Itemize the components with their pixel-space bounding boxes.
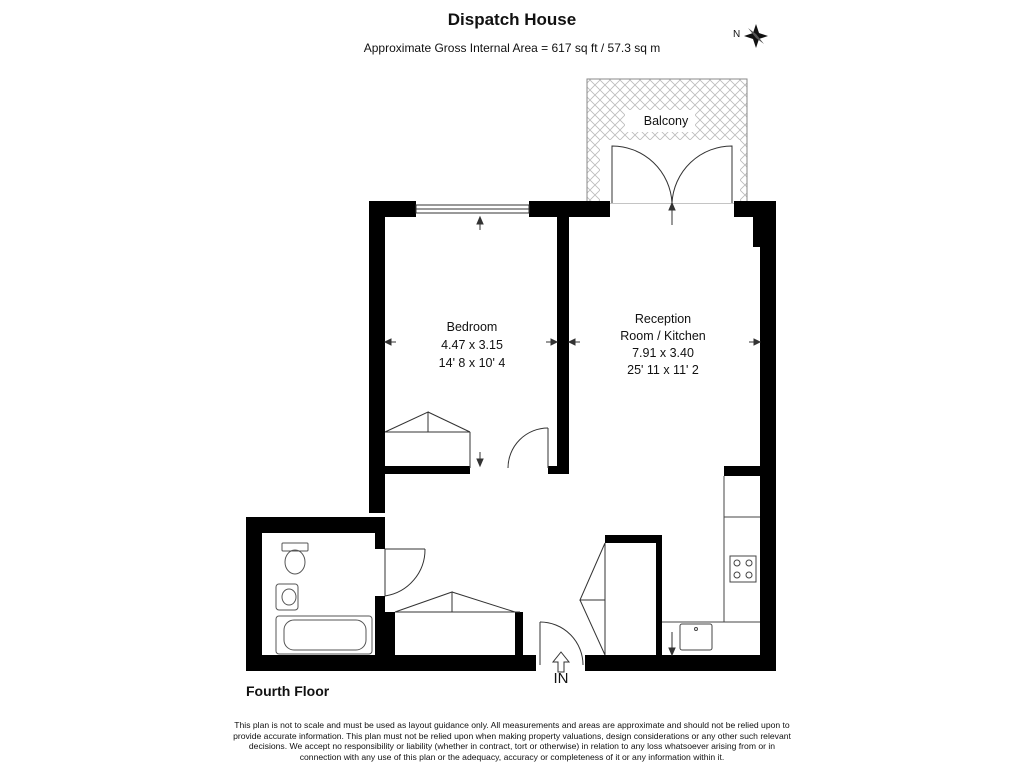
kitchen-units xyxy=(662,476,760,650)
disclaimer-line-1: This plan is not to scale and must be used as layout guidance only. All measurements and areas are approximate and should not be relied upon to xyxy=(234,720,790,730)
bathtub-icon xyxy=(276,616,372,654)
balcony-label: Balcony xyxy=(643,114,689,128)
entrance-label: IN xyxy=(553,670,569,687)
reception-metric: 7.91 x 3.40 xyxy=(632,346,694,360)
compass-north-label: N xyxy=(733,29,741,40)
disclaimer-line-3: decisions. We accept no responsibility or liability (whether in contract, tort or otherwise) in relation to any loss whatsoever arising from or in xyxy=(248,741,776,752)
hob-icon xyxy=(730,556,756,582)
balcony xyxy=(587,79,747,203)
bedroom-metric: 4.47 x 3.15 xyxy=(441,338,503,352)
gross-internal-area: Approximate Gross Internal Area = 617 sq ft / 57.3 sq m xyxy=(363,41,661,55)
utility-cupboard xyxy=(580,543,605,655)
bedroom-name: Bedroom xyxy=(446,320,498,334)
disclaimer xyxy=(200,720,824,762)
bedroom-room-label xyxy=(439,320,506,370)
walls xyxy=(246,201,776,671)
dimension-arrows xyxy=(385,203,760,655)
hall-cupboard xyxy=(395,592,520,612)
entrance-door xyxy=(540,622,583,665)
disclaimer-line-2: provide accurate information. This plan must not be relied upon when making property valuations, design considerations or any other such relevant xyxy=(233,730,791,741)
compass-rose-icon xyxy=(733,24,768,48)
reception-imperial: 25' 11 x 11' 2 xyxy=(627,363,699,377)
plan-title: Dispatch House xyxy=(447,10,577,29)
bedroom-window xyxy=(416,205,529,213)
basin-icon xyxy=(276,584,298,610)
reception-name-line1: Reception xyxy=(634,312,692,326)
bathroom-fixtures xyxy=(276,543,372,654)
balcony-door-clearance xyxy=(600,140,740,203)
entrance-arrow-icon xyxy=(553,652,569,672)
bedroom-door xyxy=(508,428,548,468)
bathroom-door xyxy=(385,549,425,596)
bedroom-imperial: 14' 8 x 10' 4 xyxy=(438,356,506,370)
floor-label: Fourth Floor xyxy=(246,683,330,699)
bedroom-wardrobe xyxy=(385,412,470,468)
reception-room-label xyxy=(620,312,706,377)
toilet-bowl-icon xyxy=(285,550,305,574)
disclaimer-line-4: connection with any use of this plan or the adequacy, accuracy or completeness of it or any information within it. xyxy=(299,751,725,762)
reception-name-line2: Room / Kitchen xyxy=(620,329,706,343)
